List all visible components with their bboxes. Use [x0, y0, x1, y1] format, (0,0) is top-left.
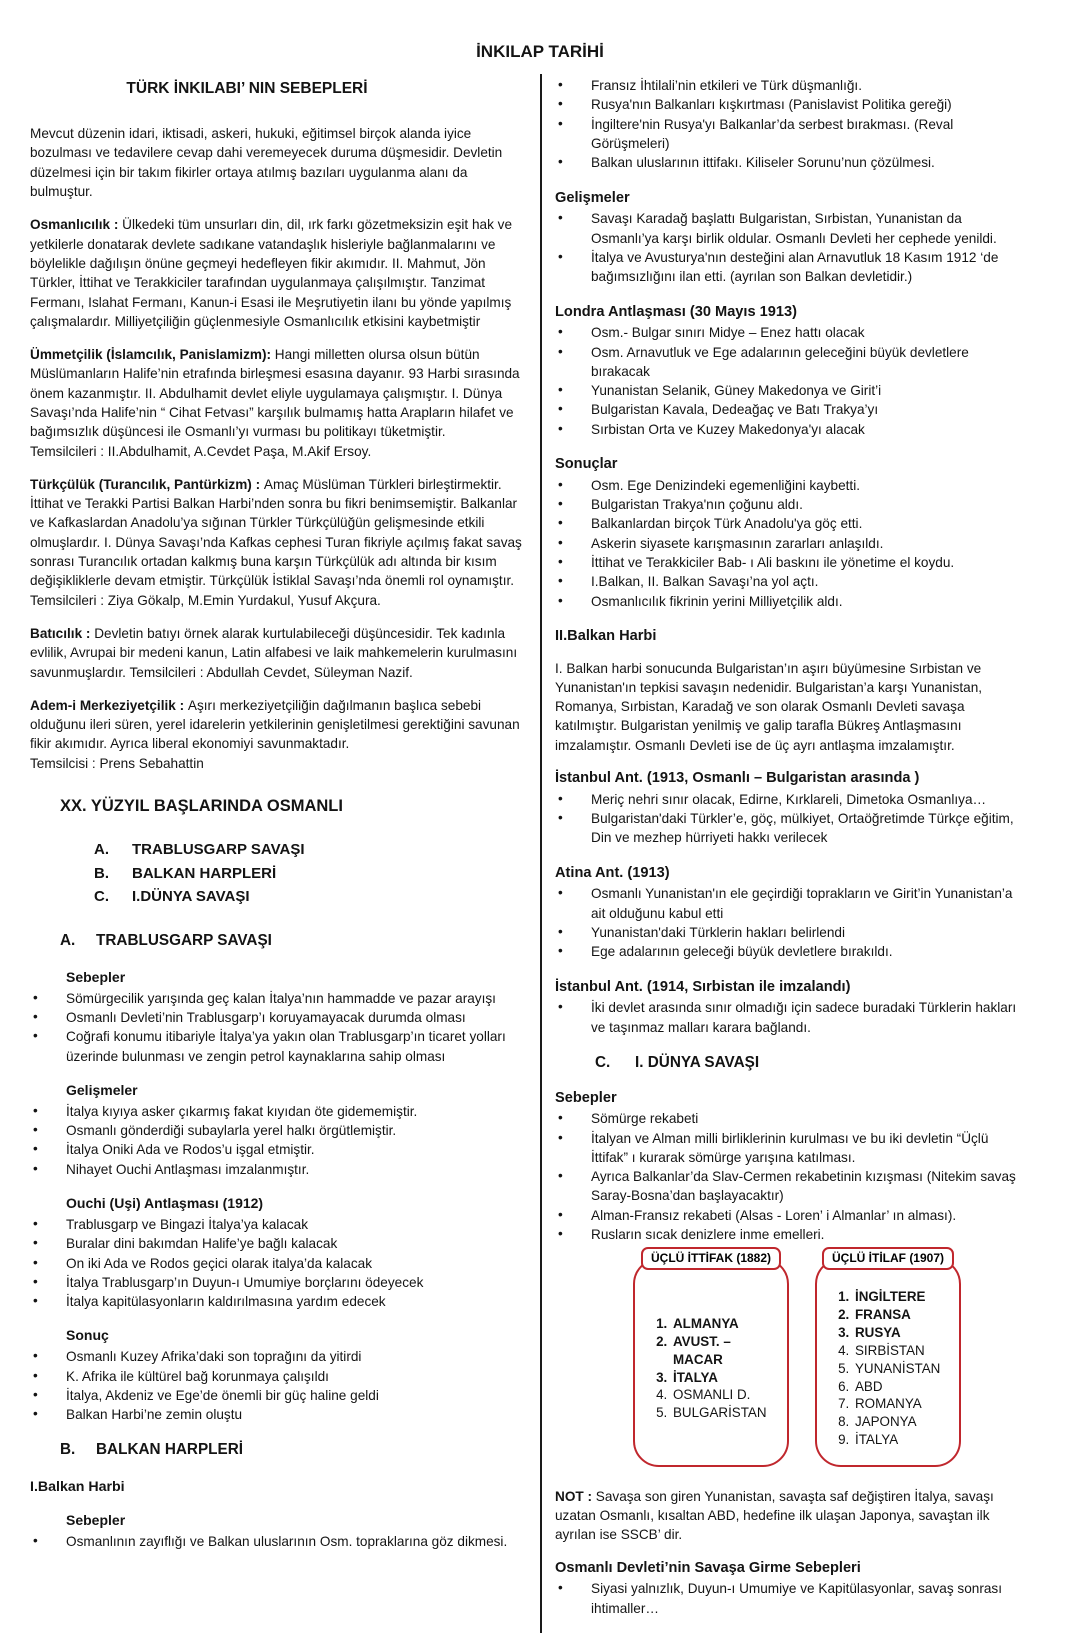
- toc-label: TRABLUSGARP SAVAŞI: [132, 841, 305, 859]
- heading-savasa-girme-sebepleri: Osmanlı Devleti’nin Savaşa Girme Sebepleri: [555, 1559, 861, 1576]
- section-heading-xx-yuzyil: XX. YÜZYIL BAŞLARINDA OSMANLI: [60, 797, 343, 816]
- heading-istanbul-1913: İstanbul Ant. (1913, Osmanlı – Bulgaristan arasında ): [555, 770, 920, 787]
- list-item: • Yunanistan'daki Türklerin hakları belirlendi: [555, 923, 1025, 942]
- list-item: 2. FRANSA: [853, 1306, 951, 1324]
- list-item: • Ege adalarının geleceği büyük devletlere bırakıldı.: [555, 942, 1025, 961]
- page-title: İNKILAP TARİHİ: [476, 42, 604, 61]
- heading-balkan-harpleri: [60, 1439, 524, 1461]
- heading-istanbul-1914: İstanbul Ant. (1914, Sırbistan ile imzalandı): [555, 978, 851, 995]
- heading-sonuclar: Sonuçlar: [555, 456, 618, 473]
- list-item: • İtalyan ve Alman milli birliklerinin kurulması ve bu iki devletin “Üçlü İttifak” ı kurarak sömürge yarışına katılması.: [555, 1129, 1025, 1168]
- not-text: Savaşa son giren Yunanistan, savaşta saf değiştiren İtalya, savaşı uzatan Osmanlı, kısaltan ABD, hedefine ilk ulaşan Japonya, savaştan ilk ayrılan ise SSCB’ dir.: [555, 1488, 994, 1543]
- list-item: • Savaşı Karadağ başlattı Bulgaristan, Sırbistan, Yunanistan da Osmanlı’ya karşı birlik oldular. Osmanlı Devleti her cephede yenildi.: [555, 209, 1025, 248]
- ii-balkan-paragraph: I. Balkan harbi sonucunda Bulgaristan’ın aşırı büyümesine Sırbistan ve Yunanistan'ın tepkisi savaşın nedenidir. Bulgaristan’a karşı Yunanistan, Romanya, Sırbistan, Karadağ ve son olarak Osmanlı Devleti savaşa katılmıştır. Bulgaristan yenilmiş ve galip tarafla Bükreş Antlaşmasını imzalamıştır. Osmanlı Devleti ise de üç ayrı antlaşma imzalamıştır.: [555, 660, 983, 753]
- list-item: • Alman-Fransız rekabeti (Alsas - Loren’ i Almanlar’ ın alması).: [555, 1206, 1025, 1225]
- uclu-itilaf-list: [829, 1288, 951, 1448]
- list-item: • Balkan Harbi’ne zemin oluştu: [30, 1405, 524, 1424]
- ideology-lead: Türkçülük (Turancılık, Pantürkizm) :: [30, 476, 264, 492]
- list-item: • Osmanlı gönderdiği subaylarla yerel halkı örgütlemiştir.: [30, 1121, 524, 1140]
- gelismeler-list: [555, 209, 1025, 286]
- list-item: • Osmanlı Devleti’nin Trablusgarp’ı koruyamayacak durumda olması: [30, 1008, 524, 1027]
- ideology-text: Ülkedeki tüm unsurları din, dil, ırk farkı gözetmeksizin eşit hak ve yetkilerle donatarak devlete sadıkane vatandaşlık hisleriyle bağlanmalarını ve böylelikle dağılışın önüne geçmeyi hedefleyen fikir akımıdır. II. Mahmut, Jön Türkler, İttihat ve Terakkiciler tarafından uygulanmaya çalışılmıştır. Tanzimat Fermanı, Islahat Fermanı, Kanun-i Esasi ile Meşrutiyetin ilanı bu yönde yapılmış çalışmalardır. Milliyetçiliğin güçlenmesiyle Osmanlıcılık etkisini kaybetmiştir: [30, 217, 513, 329]
- uclu-itilaf-title: ÜÇLÜ İTİLAF (1907): [822, 1247, 954, 1270]
- list-item: • Osm. Arnavutluk ve Ege adalarının geleceğini büyük devletlere bırakacak: [555, 343, 1025, 382]
- list-item: 3. RUSYA: [853, 1324, 951, 1342]
- list-item: 1. ALMANYA: [671, 1315, 779, 1333]
- alliance-boxes: [633, 1251, 1025, 1466]
- intro-paragraph: Mevcut düzenin idari, iktisadi, askeri, hukuki, eğitimsel birçok alanda iyice bozulması ve tedavilere cevap dahi veremeyecek duruma düşmesidir. Devletin düzelmesi için bir takım fikirler ortaya atılmış bazıları uygulanma alanı da bulmuştur.: [30, 126, 503, 200]
- toc-item: [94, 838, 524, 861]
- heading-i-dunya-savasi: [595, 1052, 1025, 1074]
- list-item: 8. JAPONYA: [853, 1413, 951, 1431]
- heading-londra-antlasmasi: Londra Antlaşması (30 Mayıs 1913): [555, 303, 797, 320]
- list-item: • Bulgaristan Kavala, Dedeağaç ve Batı Trakya’yı: [555, 400, 1025, 419]
- heading-gelismeler: Gelişmeler: [555, 189, 630, 206]
- dunya-sebepler-list: [555, 1109, 1025, 1244]
- list-item: • Osmanlıcılık fikrinin yerini Milliyetçilik aldı.: [555, 592, 1025, 611]
- heading-letter: C.: [595, 1053, 611, 1071]
- right-column: [540, 74, 1080, 1633]
- uclu-ittifak-title: ÜÇLÜ İTTİFAK (1882): [641, 1247, 781, 1270]
- heading-trablusgarp-savasi: [60, 930, 524, 952]
- list-item: • İtalya, Akdeniz ve Ege’de önemli bir güç haline geldi: [30, 1386, 524, 1405]
- list-item: 4. OSMANLI D.: [671, 1386, 779, 1404]
- girme-list: [555, 1579, 1025, 1618]
- list-item: • Meriç nehri sınır olacak, Edirne, Kırklareli, Dimetoka Osmanlıya…: [555, 790, 1025, 809]
- balkan-sebepler-continued-list: [555, 76, 1025, 172]
- list-item: 6. ABD: [853, 1378, 951, 1396]
- list-item: • İtalya ve Avusturya'nın desteğini alan Arnavutluk 18 Kasım 1912 ‘de bağımsızlığını ilan etti. (ayrılan son Balkan devletidir.): [555, 248, 1025, 287]
- sonuc-list: [30, 1347, 524, 1424]
- list-item: • Osmanlı Yunanistan'ın ele geçirdiği toprakların ve Girit’in Yunanistan’a ait olduğunu kabul etti: [555, 884, 1025, 923]
- list-item: • Trablusgarp ve Bingazi İtalya’ya kalacak: [30, 1215, 524, 1234]
- heading-letter: A.: [60, 932, 76, 950]
- londra-list: [555, 323, 1025, 439]
- list-item: 3. İTALYA: [671, 1369, 779, 1387]
- list-item: 4. SIRBİSTAN: [853, 1342, 951, 1360]
- list-item: 2. AVUST. – MACAR: [671, 1333, 779, 1369]
- table-of-contents: [94, 838, 524, 908]
- list-item: • Sömürgecilik yarışında geç kalan İtalya’nın hammadde ve pazar arayışı: [30, 989, 524, 1008]
- subheading-sebepler: Sebepler: [66, 1512, 126, 1529]
- list-item: • İngiltere'nin Rusya'yı Balkanlar’da serbest bırakması. (Reval Görüşmeleri): [555, 115, 1025, 154]
- two-column-layout: [0, 74, 1080, 1633]
- subheading-sebepler: Sebepler: [66, 968, 126, 985]
- list-item: • Osm. Ege Denizindeki egemenliğini kaybetti.: [555, 476, 1025, 495]
- heading-letter: B.: [60, 1441, 76, 1459]
- subheading-ouchi: Ouchi (Uşi) Antlaşması (1912): [66, 1195, 264, 1212]
- ideology-text: Hangi milletten olursa olsun bütün Müslümanların Halife’nin etrafında birleşmesi esasına dayanır. 93 Harbi sırasında önem kazanmıştır. II. Abdulhamit devlet eliyle uygulamaya çalışmıştır. I. Dünya Savaşı’nda Halife’nin “ Cihat Fetvası” karşılık bulmamış hatta Arapların hilafet ve bağımsızlık düşüncesi ile Osmanlı’yı vurması bu politikayı tüketmiştir.: [30, 347, 520, 440]
- list-item: • Siyasi yalnızlık, Duyun-ı Umumiye ve Kapitülasyonlar, savaş sonrası ihtimaller…: [555, 1579, 1025, 1618]
- list-item: 5. BULGARİSTAN: [671, 1404, 779, 1422]
- uclu-itilaf-box: [815, 1251, 961, 1466]
- ideology-lead: Osmanlıcılık :: [30, 217, 123, 233]
- toc-letter: C.: [94, 887, 109, 905]
- heading-i-balkan-harbi: I.Balkan Harbi: [30, 1479, 125, 1496]
- istanbul-1914-list: [555, 998, 1025, 1037]
- list-item: 5. YUNANİSTAN: [853, 1360, 951, 1378]
- not-lead: NOT :: [555, 1488, 596, 1504]
- list-item: • Yunanistan Selanik, Güney Makedonya ve Girit’i: [555, 381, 1025, 400]
- list-item: • Rusların sıcak denizlere inme emelleri.: [555, 1225, 1025, 1244]
- list-item: • Nihayet Ouchi Antlaşması imzalanmıştır.: [30, 1160, 524, 1179]
- ideology-baticilik: [30, 624, 524, 682]
- list-item: • Osmanlı Kuzey Afrika’daki son toprağını da yitirdi: [30, 1347, 524, 1366]
- ideology-ademi-merkeziyetcilik: [30, 696, 524, 773]
- not-paragraph: [555, 1487, 1025, 1545]
- list-item: • Bulgaristan'daki Türkler’e, göç, mülkiyet, Ortaöğretimde Türkçe eğitim, Din ve mezhep hürriyeti hakkı verilecek: [555, 809, 1025, 848]
- list-item: • Coğrafi konumu itibariyle İtalya’ya yakın olan Trablusgarp’ın ticaret yolları üzerinde bulunması ve zengin petrol kaynaklarına sahip olması: [30, 1027, 524, 1066]
- list-item: • K. Afrika ile kültürel bağ korunmaya çalışıldı: [30, 1367, 524, 1386]
- list-item: • İtalya Oniki Ada ve Rodos’u işgal etmiştir.: [30, 1140, 524, 1159]
- list-item: • Fransız İhtilali’nin etkileri ve Türk düşmanlığı.: [555, 76, 1025, 95]
- ideology-ummetcilik: [30, 345, 524, 461]
- list-item: • I.Balkan, II. Balkan Savaşı’na yol açtı.: [555, 572, 1025, 591]
- list-item: • İtalya kıyıya asker çıkarmış fakat kıyıdan öte gidememiştir.: [30, 1102, 524, 1121]
- list-item: • Bulgaristan Trakya'nın çoğunu aldı.: [555, 495, 1025, 514]
- list-item: • Askerin siyasete karışmasının zararları anlaşıldı.: [555, 534, 1025, 553]
- toc-letter: B.: [94, 864, 109, 882]
- toc-label: I.DÜNYA SAVAŞI: [132, 887, 250, 905]
- ideology-lead: Batıcılık :: [30, 625, 95, 641]
- list-item: • İtalya kapitülasyonların kaldırılmasına yardım edecek: [30, 1292, 524, 1311]
- left-column: [0, 74, 540, 1633]
- list-item: • İttihat ve Terakkiciler Bab- ı Ali baskını ile yönetime el koydu.: [555, 553, 1025, 572]
- list-item: 7. ROMANYA: [853, 1395, 951, 1413]
- toc-item: [94, 862, 524, 885]
- toc-letter: A.: [94, 841, 109, 859]
- list-item: • İtalya Trablusgarp’ın Duyun-ı Umumiye borçlarını ödeyecek: [30, 1273, 524, 1292]
- ideology-lead: Ümmetçilik (İslamcılık, Panislamizm):: [30, 347, 275, 363]
- list-item: • Balkan uluslarının ittifakı. Kiliseler Sorunu’nun çözülmesi.: [555, 153, 1025, 172]
- ouchi-list: [30, 1215, 524, 1311]
- list-item: • Balkanlardan birçok Türk Anadolu'ya göç etti.: [555, 514, 1025, 533]
- list-item: 1. İNGİLTERE: [853, 1288, 951, 1306]
- list-item: • İki devlet arasında sınır olmadığı için sadece buradaki Türklerin hakları ve taşınmaz malları karara bağlandı.: [555, 998, 1025, 1037]
- subheading-gelismeler: Gelişmeler: [66, 1081, 138, 1098]
- left-column-heading: TÜRK İNKILABI’ NIN SEBEPLERİ: [126, 80, 368, 98]
- uclu-ittifak-list: [647, 1315, 779, 1422]
- ideology-text: Aşırı merkeziyetçiliğin dağılmanın başlıca sebebi olduğunu ileri süren, yerel idarelerin yetkilerinin genişletilmesi gerektiğini savunan fikir akımıdır. Ayrıca liberal ekonomiyi savunmaktadır.: [30, 697, 520, 752]
- list-item: • Osm.- Bulgar sınırı Midye – Enez hattı olacak: [555, 323, 1025, 342]
- ideology-text: Devletin batıyı örnek alarak kurtulabileceği düşüncesidir. Tek kadınla evlilik, Avrupai bir medeni kanun, Latin alfabesi ve laik mahkemelerin kurulmasını savunmuşlardır. Temsilcileri : Abdullah Cevdet, Süleyman Nazif.: [30, 625, 518, 680]
- ideology-text: Amaç Müslüman Türkleri birleştirmektir. İttihat ve Terakki Partisi Balkan Harbi’nden sonra bu fikri benimsemiştir. Balkanlar ve Kafkaslardan Anadolu’ya sığınan Türkler Türkçülüğün gelişmesinde etkili olmuşlardır. I. Dünya Savaşı’nda Kafkas cephesi Turan fikriyle açılmış fakat savaş sonrası Turancılık ortadan kalkmış buna karşın Türkçülük adı altında bir kısım değişikliklerle devam etmiştir. Türkçülük İstiklal Savaşı’nda önemli rol oynamıştır. Temsilcileri : Ziya Gökalp, M.Emin Yurdakul, Yusuf Akçura.: [30, 476, 522, 608]
- gelismeler-list: [30, 1102, 524, 1179]
- atina-list: [555, 884, 1025, 961]
- heading-label: BALKAN HARPLERİ: [96, 1441, 244, 1459]
- list-item: • Rusya'nın Balkanları kışkırtması (Panislavist Politika gereği): [555, 95, 1025, 114]
- list-item: • Sırbistan Orta ve Kuzey Makedonya'yı alacak: [555, 420, 1025, 439]
- heading-atina-1913: Atina Ant. (1913): [555, 864, 670, 881]
- heading-label: TRABLUSGARP SAVAŞI: [96, 932, 272, 950]
- list-item: • Sömürge rekabeti: [555, 1109, 1025, 1128]
- list-item: 9. İTALYA: [853, 1431, 951, 1449]
- heading-sebepler: Sebepler: [555, 1089, 617, 1106]
- balkan-sebepler-list: [30, 1532, 524, 1551]
- list-item: • Ayrıca Balkanlar’da Slav-Cermen rekabetinin kızışması (Nitekim savaş Saray-Bosna’dan başlayacaktır): [555, 1167, 1025, 1206]
- ideology-representatives: Temsilcisi : Prens Sebahattin: [30, 755, 204, 771]
- istanbul-1913-list: [555, 790, 1025, 848]
- list-item: • Osmanlının zayıflığı ve Balkan uluslarının Osm. topraklarına göz dikmesi.: [30, 1532, 524, 1551]
- heading-ii-balkan-harbi: II.Balkan Harbi: [555, 627, 657, 644]
- uclu-ittifak-box: [633, 1251, 789, 1466]
- ideology-representatives: Temsilcileri : II.Abdulhamit, A.Cevdet Paşa, M.Akif Ersoy.: [30, 443, 372, 459]
- sonuclar-list: [555, 476, 1025, 611]
- subheading-sonuc: Sonuç: [66, 1327, 109, 1344]
- heading-label: I. DÜNYA SAVAŞI: [635, 1053, 760, 1071]
- toc-item: [94, 885, 524, 908]
- ideology-osmanlicilik: [30, 215, 524, 331]
- ideology-lead: Adem-i Merkeziyetçilik :: [30, 697, 188, 713]
- toc-label: BALKAN HARPLERİ: [132, 864, 277, 882]
- list-item: • Buralar dini bakımdan Halife’ye bağlı kalacak: [30, 1234, 524, 1253]
- list-item: • On iki Ada ve Rodos geçici olarak italya’da kalacak: [30, 1254, 524, 1273]
- sebepler-list: [30, 989, 524, 1066]
- ideology-turkculuk: [30, 475, 524, 610]
